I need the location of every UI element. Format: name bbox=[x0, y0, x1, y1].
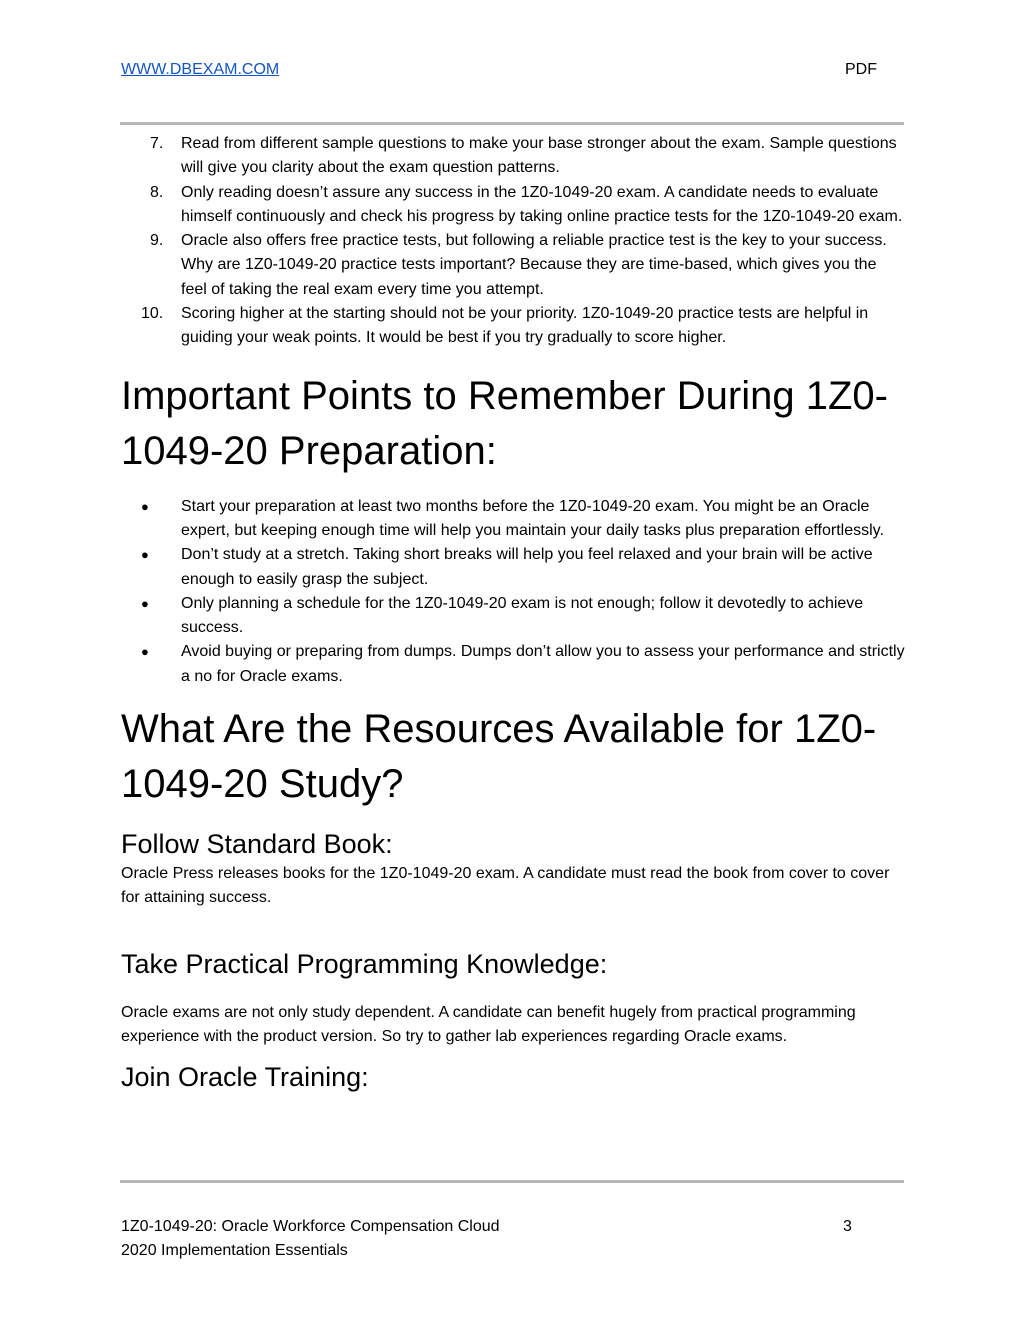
bullet-text: Only planning a schedule for the 1Z0-1049-20 exam is not enough; follow it devotedly to achieve success. bbox=[181, 594, 864, 637]
numbered-list bbox=[121, 132, 906, 351]
footer-divider bbox=[120, 1180, 904, 1183]
bullet-item bbox=[121, 592, 906, 641]
subheading-practical-programming: Take Practical Programming Knowledge: bbox=[121, 948, 608, 979]
heading-line: 1049-20 Study? bbox=[121, 762, 404, 807]
footer-title-line: 2020 Implementation Essentials bbox=[121, 1242, 348, 1259]
list-item-number: 10. bbox=[141, 305, 164, 323]
list-item-number: 7. bbox=[150, 135, 164, 152]
subheading-standard-book: Follow Standard Book: bbox=[121, 829, 393, 860]
paragraph-practical-programming: Oracle exams are not only study dependent. A candidate can benefit hugely from practical programming experience with the product version. So try to gather lab experiences regarding Oracle exams. bbox=[121, 1003, 856, 1045]
bullet-text: Don’t study at a stretch. Taking short breaks will help you feel relaxed and your brain will be active enough to easily grasp the subject. bbox=[181, 546, 873, 588]
bullet-item bbox=[121, 495, 906, 544]
header-divider bbox=[120, 122, 904, 125]
list-item-number: 9. bbox=[150, 232, 164, 250]
bullet-icon: ● bbox=[141, 547, 149, 563]
heading-line: What Are the Resources Available for 1Z0- bbox=[121, 707, 877, 752]
section-heading-important-points bbox=[121, 369, 906, 479]
list-item bbox=[121, 302, 906, 351]
paragraph-standard-book: Oracle Press releases books for the 1Z0-1049-20 exam. A candidate must read the book from cover to cover for attaining success. bbox=[121, 865, 890, 907]
heading-line: Important Points to Remember During 1Z0- bbox=[121, 373, 888, 418]
list-item-number: 8. bbox=[150, 183, 164, 201]
header-format-label: PDF bbox=[845, 61, 877, 78]
section-heading-resources bbox=[121, 702, 906, 812]
list-item-text: Oracle also offers free practice tests, but following a reliable practice test is the key to your success. Why are 1Z0-1049-20 practice tests important? Because they are time-based, which gives you the feel of taking the real exam every time you attempt. bbox=[181, 232, 887, 298]
list-item bbox=[121, 229, 906, 302]
bullet-icon: ● bbox=[141, 644, 149, 660]
bullet-item bbox=[121, 543, 906, 592]
page-number: 3 bbox=[843, 1218, 852, 1235]
footer-document-title bbox=[121, 1215, 500, 1263]
bullet-text: Avoid buying or preparing from dumps. Dumps don’t allow you to assess your performance and strictly a no for Oracle exams. bbox=[181, 643, 905, 685]
bullet-item bbox=[121, 640, 906, 689]
bullet-icon: ● bbox=[141, 498, 149, 514]
website-link[interactable]: WWW.DBEXAM.COM bbox=[121, 61, 280, 78]
list-item-text: Scoring higher at the starting should not be your priority. 1Z0-1049-20 practice tests are helpful in guiding your weak points. It would be best if you try gradually to score higher. bbox=[181, 305, 869, 347]
bullet-text: Start your preparation at least two months before the 1Z0-1049-20 exam. You might be an Oracle expert, but keeping enough time will help you maintain your daily tasks plus preparation effortlessly. bbox=[181, 497, 884, 539]
list-item-text: Only reading doesn’t assure any success in the 1Z0-1049-20 exam. A candidate needs to evaluate himself continuously and check his progress by taking online practice tests for the 1Z0-1049-20 exam. bbox=[181, 183, 903, 225]
subheading-oracle-training: Join Oracle Training: bbox=[121, 1062, 369, 1093]
bullet-icon: ● bbox=[141, 595, 149, 611]
page-content bbox=[121, 132, 906, 1093]
list-item bbox=[121, 181, 906, 230]
list-item-text: Read from different sample questions to make your base stronger about the exam. Sample questions will give you clarity about the exam question patterns. bbox=[181, 135, 897, 177]
bullet-list bbox=[121, 495, 906, 689]
heading-line: 1049-20 Preparation: bbox=[121, 428, 497, 473]
footer-title-line: 1Z0-1049-20: Oracle Workforce Compensation Cloud bbox=[121, 1218, 500, 1235]
list-item bbox=[121, 132, 906, 181]
